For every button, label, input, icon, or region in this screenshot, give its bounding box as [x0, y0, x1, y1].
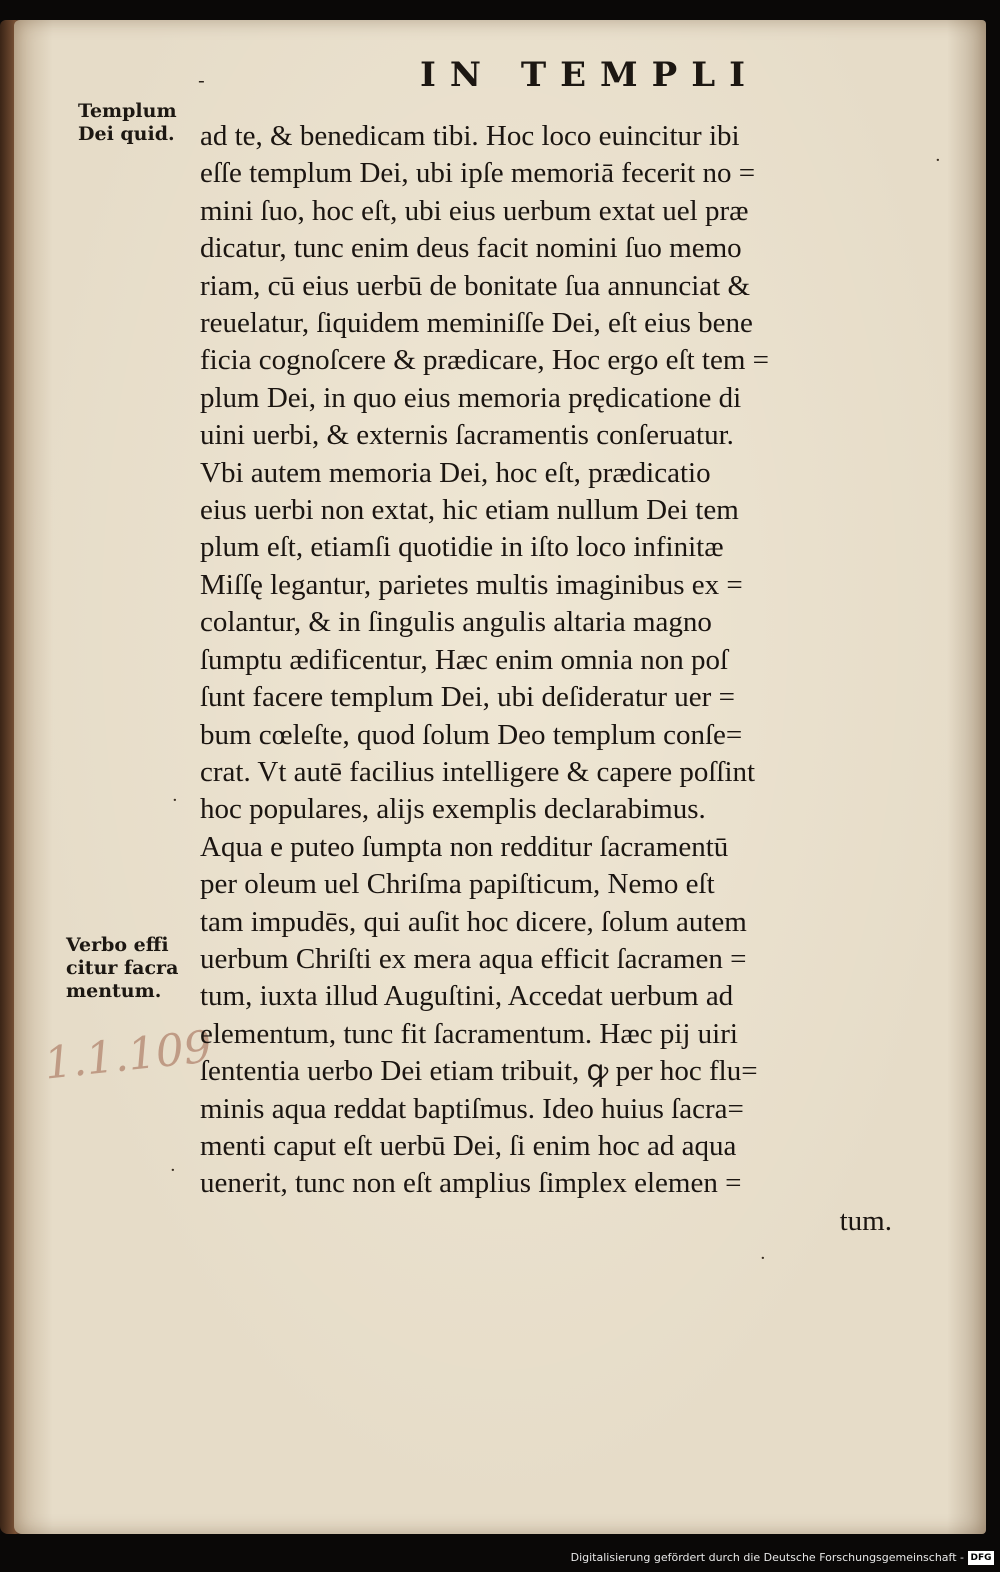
- text-line: eius uerbi non extat, hic etiam nullum Dei tem: [200, 494, 739, 527]
- pencil-annotation: 1.1.109: [41, 1021, 215, 1090]
- text-line: ad te, & benedicam tibi. Hoc loco euincitur ibi: [200, 120, 740, 152]
- ink-speck: ·: [760, 1248, 766, 1269]
- dfg-logo: DFG: [968, 1551, 994, 1565]
- text-line: tam impudēs, qui auſit hoc dicere, ſolum autem: [200, 905, 747, 938]
- margin-note-verbo: [66, 934, 198, 1003]
- text-line: elementum, tunc fit ſacramentum. Hæc pij uiri: [200, 1017, 738, 1050]
- text-line: ficia cognoſcere & prædicare, Hoc ergo eſt tem =: [200, 344, 769, 377]
- margin-note-line: Templum: [78, 100, 177, 122]
- text-line: bum cœleſte, quod ſolum Deo templum conſe=: [200, 718, 743, 751]
- margin-note-line: Dei quid.: [78, 123, 175, 145]
- text-line: riam, cū eius uerbū de bonitate ſua annunciat &: [200, 269, 751, 302]
- text-line: mini ſuo, hoc eſt, ubi eius uerbum extat uel præ: [200, 194, 749, 227]
- text-line: dicatur, tunc enim deus facit nomini ſuo memo: [200, 232, 742, 265]
- ink-speck: ·: [172, 790, 178, 811]
- text-line: ſententia uerbo Dei etiam tribuit, ꝙ per hoc flu=: [200, 1055, 758, 1088]
- text-line: minis aqua reddat baptiſmus. Ideo huius ſacra=: [200, 1092, 744, 1125]
- text-line: eſſe templum Dei, ubi ipſe memoriā fecerit no =: [200, 157, 756, 190]
- text-line: ſunt facere templum Dei, ubi deſideratur uer =: [200, 681, 735, 714]
- text-line: plum eſt, etiamſi quotidie in iſto loco infinitæ: [200, 531, 724, 564]
- text-line: Vbi autem memoria Dei, hoc eſt, prædicatio: [200, 456, 711, 489]
- margin-note-line: citur facra: [66, 957, 179, 979]
- main-text-block: [200, 118, 912, 1240]
- ink-speck: ·: [935, 150, 941, 171]
- margin-note-templum: [78, 100, 206, 146]
- text-line: crat. Vt autē facilius intelligere & capere poſſint: [200, 755, 756, 788]
- text-line: uerbum Chriſti ex mera aqua efficit ſacramen =: [200, 942, 747, 975]
- text-line: tum.: [839, 1204, 892, 1237]
- running-head: IN TEMPLI: [420, 55, 760, 95]
- ink-speck: ·: [170, 1160, 176, 1181]
- text-line: per oleum uel Chriſma papiſticum, Nemo eſt: [200, 868, 715, 901]
- text-line: reuelatur, ſiquidem meminiſſe Dei, eſt eius bene: [200, 307, 753, 340]
- margin-note-line: mentum.: [66, 980, 162, 1002]
- text-line: plum Dei, in quo eius memoria prędicatione di: [200, 381, 742, 414]
- text-line: tum, iuxta illud Auguſtini, Accedat uerbum ad: [200, 980, 734, 1013]
- text-line: ſumptu ædificentur, Hæc enim omnia non poſ: [200, 643, 729, 676]
- text-line: hoc populares, alijs exemplis declarabimus.: [200, 793, 706, 826]
- running-head-dot: -: [198, 68, 205, 92]
- margin-note-line: Verbo effi: [66, 934, 169, 956]
- text-line: menti caput eſt uerbū Dei, ſi enim hoc ad aqua: [200, 1129, 737, 1162]
- digitization-credit: Digitalisierung gefördert durch die Deutsche Forschungsgemeinschaft -: [570, 1551, 964, 1564]
- text-line: uini uerbi, & externis ſacramentis conſeruatur.: [200, 419, 734, 452]
- text-line: Miſſę legantur, parietes multis imaginibus ex =: [200, 568, 743, 601]
- text-line: uenerit, tunc non eſt amplius ſimplex elemen =: [200, 1167, 742, 1200]
- text-line: Aqua e puteo ſumpta non redditur ſacramentū: [200, 830, 729, 863]
- text-line: colantur, & in ſingulis angulis altaria magno: [200, 606, 712, 639]
